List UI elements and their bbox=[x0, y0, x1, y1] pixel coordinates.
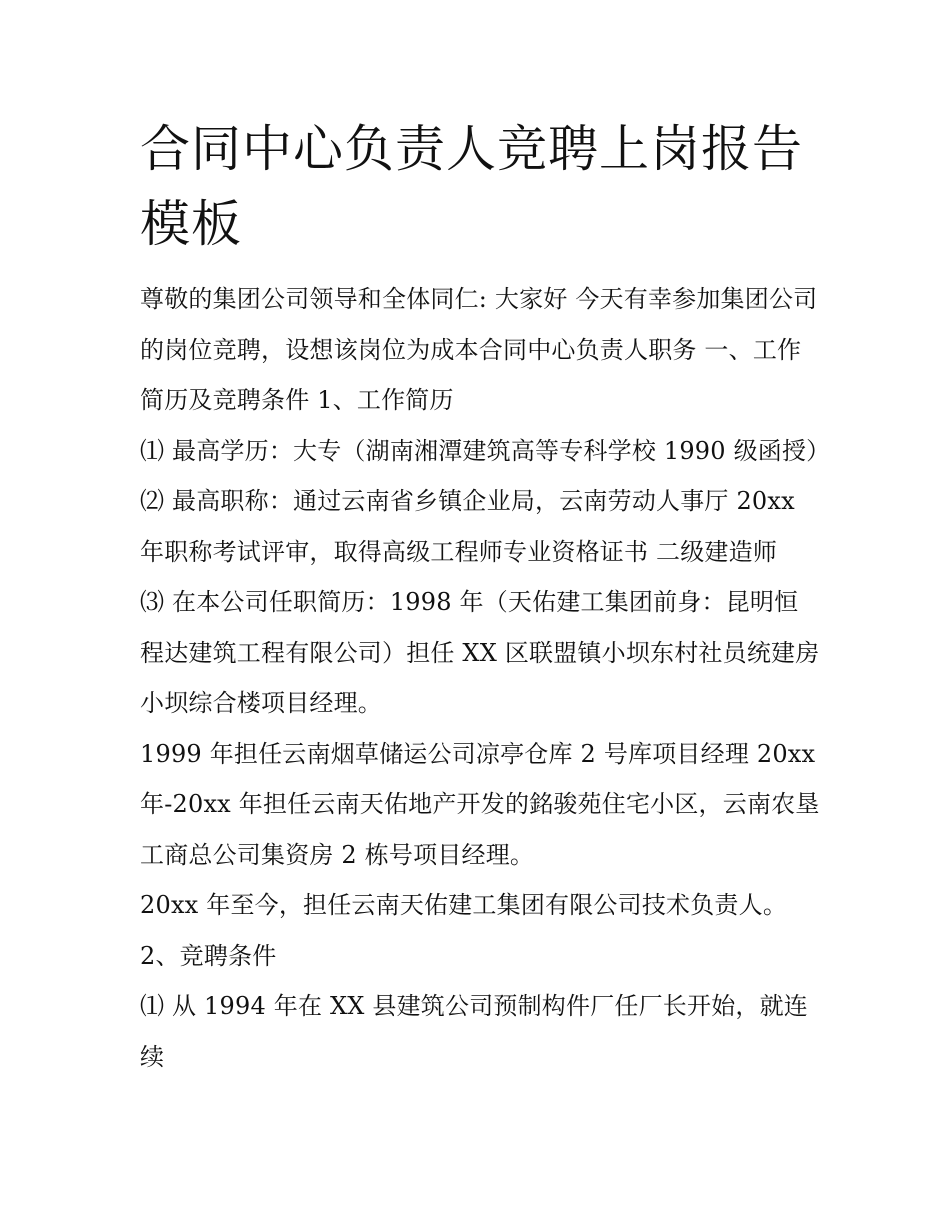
paragraph-title-qualification: ⑵ 最高职称：通过云南省乡镇企业局，云南劳动人事厅 20xx 年职称考试评审，取得高级工程师专业资格证书 二级建造师 bbox=[140, 487, 795, 566]
paragraph-greeting: 尊敬的集团公司领导和全体同仁: 大家好 今天有幸参加集团公司的岗位竞聘，设想该岗位为成本合同中心负责人职务 一、工作简历及竞聘条件 1、工作简历 bbox=[140, 285, 818, 414]
paragraph-condition-1: ⑴ 从 1994 年在 XX 县建筑公司预制构件厂任厂长开始，就连续 bbox=[140, 992, 808, 1071]
paragraph-work-history: ⑶ 在本公司任职简历：1998 年（天佑建工集团前身：昆明恒程达建筑工程有限公司）担任 XX 区联盟镇小坝东村社员统建房小坝综合楼项目经理。 bbox=[140, 588, 820, 717]
document-title: 合同中心负责人竞聘上岗报告模板 bbox=[140, 120, 803, 253]
paragraph-section-heading: 2、竞聘条件 bbox=[140, 941, 277, 970]
paragraph-education: ⑴ 最高学历：大专（湖南湘潭建筑高等专科学校 1990 级函授） bbox=[140, 436, 831, 465]
paragraph-project-history: 1999 年担任云南烟草储运公司凉亭仓库 2 号库项目经理 20xx 年-20xx 年担任云南天佑地产开发的銘骏苑住宅小区，云南农垦工商总公司集资房 2 栋号项目经理。 bbox=[140, 739, 820, 869]
paragraph-current-role: 20xx 年至今，担任云南天佑建工集团有限公司技术负责人。 bbox=[140, 891, 788, 919]
document-body bbox=[140, 112, 831, 1082]
